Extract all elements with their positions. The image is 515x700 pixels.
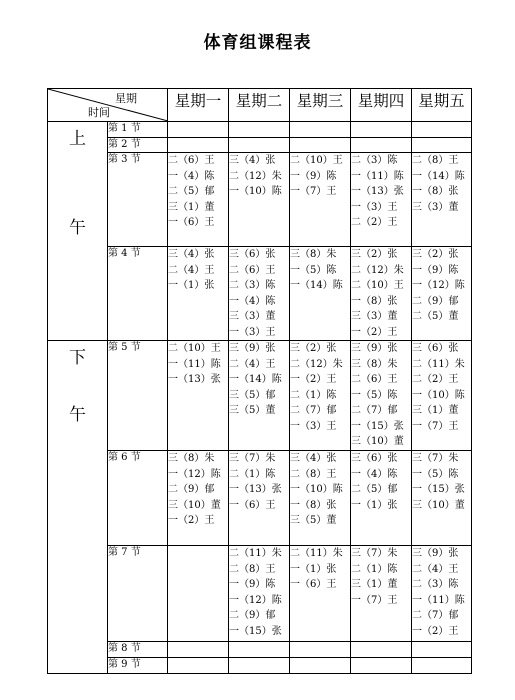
- page-title: 体育组课程表: [203, 33, 312, 53]
- table-row: [48, 138, 472, 153]
- day-header-wed: 星期三: [290, 89, 351, 122]
- class-entry: 一（2）王: [290, 374, 337, 385]
- schedule-cell: [290, 642, 351, 658]
- class-entry: 一（9）陈: [290, 170, 337, 182]
- class-entry: 三（2）张: [290, 343, 337, 354]
- schedule-cell: [351, 122, 412, 138]
- class-entry: 一（8）张: [412, 186, 459, 197]
- class-entry: 三（2）张: [351, 249, 398, 260]
- class-entry: 二（9）郁: [412, 295, 459, 307]
- day-header-fri: 星期五: [412, 89, 472, 122]
- class-entry: 一（15）张: [229, 625, 282, 637]
- period-label: 第 8 节: [108, 642, 168, 658]
- class-entry: 三（9）张: [351, 343, 398, 354]
- class-entry: 二（9）郁: [168, 484, 215, 495]
- class-entry: 三（3）董: [229, 311, 276, 322]
- schedule-cell: [412, 153, 472, 247]
- schedule-cell: [351, 138, 412, 153]
- class-entry: 一（15）张: [351, 420, 404, 432]
- class-entry: 二（8）王: [290, 468, 337, 480]
- class-entry: 二（6）王: [168, 155, 215, 166]
- period-label: 第 2 节: [108, 138, 168, 153]
- schedule-table: [47, 88, 472, 674]
- class-entry: 三（5）董: [290, 515, 337, 526]
- afternoon-cell: [48, 341, 108, 674]
- class-entry: 一（7）王: [351, 594, 398, 606]
- schedule-cell: [168, 642, 229, 658]
- class-entry: 二（3）陈: [229, 280, 276, 291]
- day-header-mon: 星期一: [168, 89, 229, 122]
- schedule-cell: [168, 247, 229, 341]
- class-entry: 二（11）朱: [412, 358, 465, 370]
- class-entry: 二（6）王: [229, 264, 276, 276]
- class-entry: 一（4）陈: [229, 295, 276, 307]
- table-row: [48, 658, 472, 674]
- period-label: 第 1 节: [108, 122, 168, 138]
- class-entry: 一（5）陈: [290, 264, 337, 276]
- schedule-cell: [351, 247, 412, 341]
- day-header-thu: 星期四: [351, 89, 412, 122]
- schedule-cell: [412, 658, 472, 674]
- class-entry: 三（7）朱: [412, 453, 459, 464]
- class-entry: 二（5）郁: [351, 484, 398, 495]
- period-label: 第 6 节: [108, 451, 168, 546]
- schedule-cell: [351, 153, 412, 247]
- class-entry: 一（6）王: [168, 217, 215, 228]
- schedule-cell: [168, 138, 229, 153]
- class-entry: 二（12）朱: [229, 170, 282, 182]
- period-label: 第 4 节: [108, 247, 168, 341]
- class-entry: 一（5）陈: [412, 468, 459, 480]
- class-entry: 二（2）王: [351, 217, 398, 228]
- class-entry: 二（6）王: [351, 374, 398, 385]
- period-label: 第 3 节: [108, 153, 168, 247]
- class-entry: 一（1）张: [168, 280, 215, 291]
- class-entry: 一（3）王: [351, 201, 398, 213]
- schedule-cell: [168, 153, 229, 247]
- table-row: [48, 247, 472, 341]
- class-entry: 二（11）朱: [229, 548, 282, 559]
- schedule-cell: [412, 138, 472, 153]
- class-entry: 一（9）陈: [229, 579, 276, 590]
- class-entry: 二（5）郁: [168, 186, 215, 197]
- class-entry: 一（8）张: [351, 295, 398, 307]
- class-entry: 一（12）陈: [168, 468, 221, 480]
- class-entry: 一（1）张: [290, 563, 337, 575]
- class-entry: 一（15）张: [412, 484, 465, 495]
- schedule-cell: [290, 122, 351, 138]
- schedule-cell: [229, 658, 290, 674]
- schedule-cell: [229, 451, 290, 546]
- class-entry: 二（10）王: [290, 155, 343, 166]
- schedule-cell: [412, 341, 472, 451]
- class-entry: 三（9）张: [229, 343, 276, 354]
- class-entry: 一（1）张: [351, 499, 398, 511]
- class-entry: 一（4）陈: [351, 468, 398, 480]
- schedule-cell: [412, 247, 472, 341]
- schedule-cell: [412, 546, 472, 642]
- class-entry: 二（8）王: [412, 155, 459, 166]
- class-entry: 三（8）朱: [168, 453, 215, 464]
- class-entry: 三（7）朱: [351, 548, 398, 559]
- table-row: [48, 546, 472, 642]
- class-entry: 三（4）张: [229, 155, 276, 166]
- schedule-cell: [412, 122, 472, 138]
- class-entry: 二（7）郁: [351, 405, 398, 416]
- period-label: 第 5 节: [108, 341, 168, 451]
- morning-cell: [48, 122, 108, 341]
- morning-char-2: 午: [69, 218, 86, 238]
- class-entry: 三（5）郁: [229, 389, 276, 401]
- schedule-cell: [168, 122, 229, 138]
- table-row: [48, 642, 472, 658]
- schedule-cell: [168, 658, 229, 674]
- corner-day-label: 星期: [115, 92, 137, 105]
- period-label: 第 9 节: [108, 658, 168, 674]
- class-entry: 二（1）陈: [290, 389, 337, 401]
- class-entry: 二（12）朱: [351, 264, 404, 276]
- table-row: [48, 122, 472, 138]
- class-entry: 三（6）张: [412, 343, 459, 354]
- class-entry: 三（1）董: [351, 579, 398, 590]
- class-entry: 一（13）张: [229, 484, 282, 495]
- corner-time-label: 时间: [88, 106, 110, 119]
- class-entry: 一（4）陈: [168, 170, 215, 182]
- class-entry: 二（3）陈: [351, 155, 398, 166]
- class-entry: 二（12）朱: [290, 358, 343, 370]
- schedule-cell: [168, 546, 229, 642]
- class-entry: 三（2）张: [412, 249, 459, 260]
- schedule-cell: [229, 247, 290, 341]
- afternoon-char-1: 下: [69, 348, 86, 368]
- class-entry: 一（11）陈: [351, 170, 404, 182]
- class-entry: 三（7）朱: [229, 453, 276, 464]
- header-row: [48, 89, 472, 122]
- schedule-cell: [229, 138, 290, 153]
- class-entry: 三（1）董: [412, 405, 459, 416]
- day-header-tue: 星期二: [229, 89, 290, 122]
- class-entry: 三（6）张: [229, 249, 276, 260]
- class-entry: 二（10）王: [168, 343, 221, 354]
- class-entry: 二（2）王: [412, 374, 459, 385]
- class-entry: 一（5）陈: [351, 389, 398, 401]
- class-entry: 一（3）王: [290, 420, 337, 432]
- schedule-cell: [351, 642, 412, 658]
- class-entry: 一（13）张: [168, 374, 221, 385]
- class-entry: 二（4）王: [229, 358, 276, 370]
- class-entry: 一（14）陈: [290, 280, 343, 291]
- schedule-cell: [351, 341, 412, 451]
- schedule-cell: [229, 642, 290, 658]
- schedule-cell: [290, 341, 351, 451]
- class-entry: 三（3）董: [412, 201, 459, 213]
- schedule-cell: [290, 451, 351, 546]
- schedule-cell: [290, 247, 351, 341]
- class-entry: 一（7）王: [290, 186, 337, 197]
- class-entry: 二（1）陈: [229, 468, 276, 480]
- class-entry: 一（6）王: [229, 499, 276, 511]
- class-entry: 一（14）陈: [229, 374, 282, 385]
- class-entry: 三（3）董: [351, 311, 398, 322]
- morning-char-1: 上: [69, 129, 86, 149]
- schedule-cell: [290, 153, 351, 247]
- class-entry: 一（8）张: [290, 499, 337, 511]
- table-row: [48, 451, 472, 546]
- schedule-cell: [229, 546, 290, 642]
- class-entry: 一（10）陈: [229, 186, 282, 197]
- class-entry: 一（2）王: [351, 326, 398, 338]
- schedule-cell: [412, 642, 472, 658]
- class-entry: 三（5）董: [229, 405, 276, 416]
- class-entry: 二（5）董: [412, 311, 459, 322]
- schedule-cell: [290, 138, 351, 153]
- class-entry: 二（11）朱: [290, 548, 343, 559]
- schedule-cell: [229, 341, 290, 451]
- schedule-cell: [351, 546, 412, 642]
- class-entry: 三（10）董: [351, 436, 404, 447]
- schedule-cell: [412, 451, 472, 546]
- schedule-cell: [290, 546, 351, 642]
- table-row: [48, 341, 472, 451]
- class-entry: 三（4）张: [290, 453, 337, 464]
- class-entry: 三（9）张: [412, 548, 459, 559]
- schedule-cell: [229, 122, 290, 138]
- class-entry: 二（7）郁: [290, 405, 337, 416]
- class-entry: 一（10）陈: [412, 389, 465, 401]
- class-entry: 二（1）陈: [351, 563, 398, 575]
- corner-cell: [48, 89, 168, 122]
- class-entry: 三（10）董: [168, 499, 221, 511]
- class-entry: 二（7）郁: [412, 610, 459, 621]
- class-entry: 三（6）张: [351, 453, 398, 464]
- class-entry: 二（4）王: [412, 563, 459, 575]
- class-entry: 一（2）王: [412, 625, 459, 637]
- period-label: 第 7 节: [108, 546, 168, 642]
- class-entry: 一（11）陈: [412, 594, 465, 606]
- class-entry: 三（8）朱: [290, 249, 337, 260]
- class-entry: 一（3）王: [229, 326, 276, 338]
- schedule-cell: [168, 341, 229, 451]
- schedule-cell: [290, 658, 351, 674]
- class-entry: 一（6）王: [290, 579, 337, 590]
- class-entry: 二（8）王: [229, 563, 276, 575]
- class-entry: 一（12）陈: [229, 594, 282, 606]
- class-entry: 二（4）王: [168, 264, 215, 276]
- class-entry: 二（10）王: [351, 280, 404, 291]
- schedule-cell: [229, 153, 290, 247]
- class-entry: 一（10）陈: [290, 484, 343, 495]
- class-entry: 三（1）董: [168, 201, 215, 213]
- class-entry: 三（8）朱: [351, 358, 398, 370]
- class-entry: 一（11）陈: [168, 358, 221, 370]
- schedule-cell: [168, 451, 229, 546]
- class-entry: 一（12）陈: [412, 280, 465, 291]
- class-entry: 一（13）张: [351, 186, 404, 197]
- afternoon-char-2: 午: [69, 405, 86, 425]
- class-entry: 三（4）张: [168, 249, 215, 260]
- class-entry: 一（2）王: [168, 515, 215, 526]
- table-row: [48, 153, 472, 247]
- class-entry: 一（14）陈: [412, 170, 465, 182]
- class-entry: 一（7）王: [412, 420, 459, 432]
- class-entry: 二（9）郁: [229, 610, 276, 621]
- class-entry: 二（3）陈: [412, 579, 459, 590]
- class-entry: 一（9）陈: [412, 264, 459, 276]
- schedule-cell: [351, 658, 412, 674]
- schedule-cell: [351, 451, 412, 546]
- class-entry: 三（10）董: [412, 499, 465, 511]
